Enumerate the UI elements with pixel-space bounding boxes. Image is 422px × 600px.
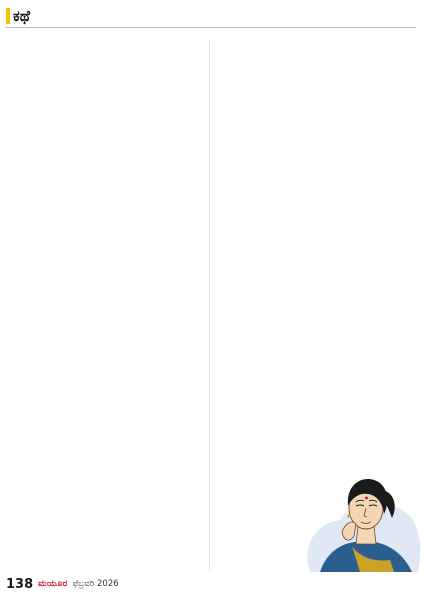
section-title: ಕಥೆ xyxy=(13,7,31,25)
magazine-logo: ಮಯೂರ xyxy=(38,579,68,589)
woman-portrait-illustration xyxy=(290,462,422,572)
illustration-svg xyxy=(290,462,422,572)
header-divider xyxy=(6,27,416,28)
section-marker xyxy=(6,8,10,24)
article-column-right xyxy=(216,36,412,432)
column-divider xyxy=(209,40,210,570)
page-number: 138 xyxy=(6,576,34,592)
page-footer xyxy=(6,576,119,592)
issue-date: ಫೆಬ್ರವರಿ 2026 xyxy=(72,579,119,589)
article-column-left xyxy=(12,36,204,574)
